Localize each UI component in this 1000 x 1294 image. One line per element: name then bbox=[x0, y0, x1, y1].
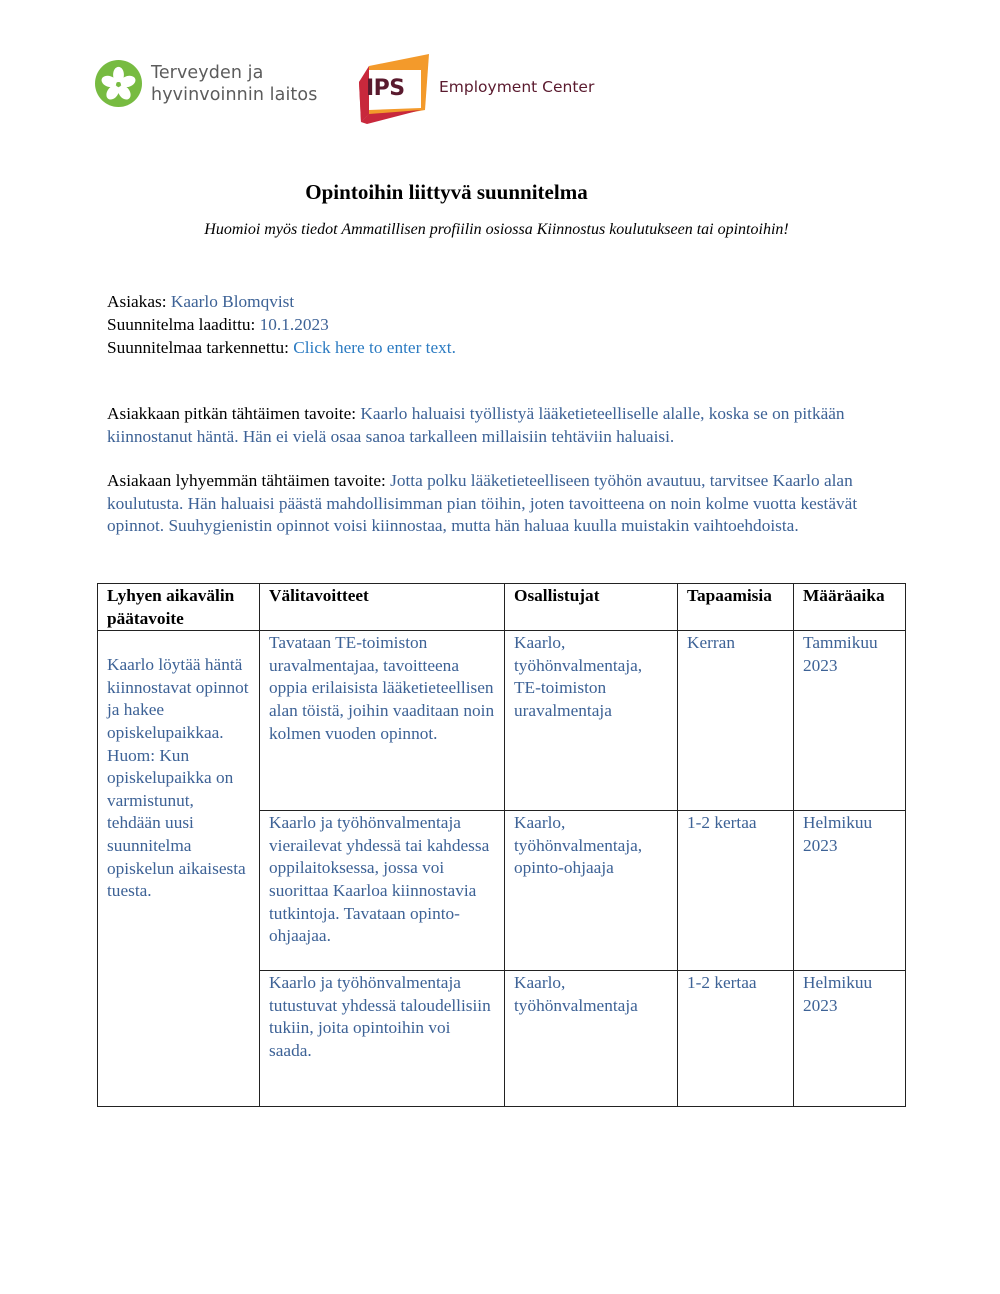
participants-cell[interactable]: Kaarlo, työhönvalmentaja bbox=[505, 971, 678, 1107]
plan-meta bbox=[107, 290, 456, 359]
participants-cell[interactable]: Kaarlo, työhönvalmentaja, opinto-ohjaaja bbox=[505, 811, 678, 971]
ips-logo-mark: IPS bbox=[366, 76, 405, 101]
header-meetings: Tapaamisia bbox=[678, 584, 794, 631]
deadline-cell[interactable]: Helmikuu 2023 bbox=[794, 811, 906, 971]
meetings-cell[interactable]: Kerran bbox=[678, 631, 794, 811]
short-term-goal bbox=[107, 470, 867, 538]
meetings-cell[interactable]: 1-2 kertaa bbox=[678, 971, 794, 1107]
long-goal-label: Asiakkaan pitkän tähtäimen tavoite: bbox=[107, 404, 361, 423]
refined-row bbox=[107, 336, 456, 359]
page-subtitle: Huomioi myös tiedot Ammatillisen profiilin osiossa Kiinnostus koulutukseen tai opintoihin! bbox=[204, 221, 789, 238]
created-label: Suunnitelma laadittu: bbox=[107, 315, 260, 334]
employment-center-text: Employment Center bbox=[439, 78, 595, 96]
table-row bbox=[98, 631, 906, 811]
created-row bbox=[107, 313, 456, 336]
long-goal-value[interactable]: Kaarlo haluaisi työllistyä lääketieteelliselle alalle, koska se on pitkään kiinnostanut häntä. Hän ei vielä osaa sanoa tarkalleen millaisiin tehtäviin haluaisi. bbox=[107, 404, 845, 446]
header-deadline: Määräaika bbox=[794, 584, 906, 631]
long-term-goal bbox=[107, 403, 867, 448]
deadline-cell[interactable]: Helmikuu 2023 bbox=[794, 971, 906, 1107]
thl-flower-logo-icon bbox=[95, 60, 142, 107]
refined-label: Suunnitelmaa tarkennettu: bbox=[107, 338, 294, 357]
client-label: Asiakas: bbox=[107, 292, 171, 311]
short-goal-value[interactable]: Jotta polku lääketieteelliseen työhön avautuu, tarvitsee Kaarlo alan koulutusta. Hän haluaisi päästä mahdollisimman pian töihin, joten tavoitteena on noin kolme vuotta kestävät opinnot. Suuhygienistin opinnot voisi kiinnostaa, mutta hän haluaa kuulla muistakin vaihtoehdoista. bbox=[107, 471, 858, 536]
page-title: Opintoihin liittyvä suunnitelma bbox=[305, 180, 588, 204]
milestone-cell[interactable]: Kaarlo ja työhönvalmentaja vierailevat yhdessä tai kahdessa oppilaitoksessa, jossa voi suorittaa Kaarloa kiinnostavia tutkintoja. Tavataan opinto-ohjaajaa. bbox=[260, 811, 505, 971]
created-value[interactable]: 10.1.2023 bbox=[259, 315, 329, 334]
milestone-cell[interactable]: Tavataan TE-toimiston uravalmentajaa, tavoitteena oppia erilaisista lääketieteellisen alan töistä, joihin vaaditaan noin kolmen vuoden opinnot. bbox=[260, 631, 505, 811]
header-logos bbox=[95, 52, 615, 124]
plan-table bbox=[97, 583, 906, 1107]
client-value[interactable]: Kaarlo Blomqvist bbox=[170, 292, 295, 311]
thl-logo-text bbox=[151, 62, 317, 106]
header-milestones: Välitavoitteet bbox=[260, 584, 505, 631]
meetings-cell[interactable]: 1-2 kertaa bbox=[678, 811, 794, 971]
header-main-goal: Lyhyen aikavälin päätavoite bbox=[98, 584, 260, 631]
thl-line-1: Terveyden ja bbox=[151, 63, 264, 83]
refined-placeholder[interactable]: Click here to enter text. bbox=[293, 338, 456, 357]
short-goal-label: Asiakaan lyhyemmän tähtäimen tavoite: bbox=[107, 471, 391, 490]
milestone-cell[interactable]: Kaarlo ja työhönvalmentaja tutustuvat yhdessä taloudellisiin tukiin, joita opintoihin voi saada. bbox=[260, 971, 505, 1107]
table-header-row bbox=[98, 584, 906, 631]
header-participants: Osallistujat bbox=[505, 584, 678, 631]
client-row bbox=[107, 290, 456, 313]
thl-line-2: hyvinvoinnin laitos bbox=[151, 85, 318, 105]
participants-cell[interactable]: Kaarlo, työhönvalmentaja, TE-toimiston uravalmentaja bbox=[505, 631, 678, 811]
main-goal-cell[interactable]: Kaarlo löytää häntä kiinnostavat opinnot ja hakee opiskelupaikkaa. Huom: Kun opiskelupaikka on varmistunut, tehdään uusi suunnitelma opiskelun aikaisesta tuesta. bbox=[98, 631, 260, 1107]
deadline-cell[interactable]: Tammikuu 2023 bbox=[794, 631, 906, 811]
